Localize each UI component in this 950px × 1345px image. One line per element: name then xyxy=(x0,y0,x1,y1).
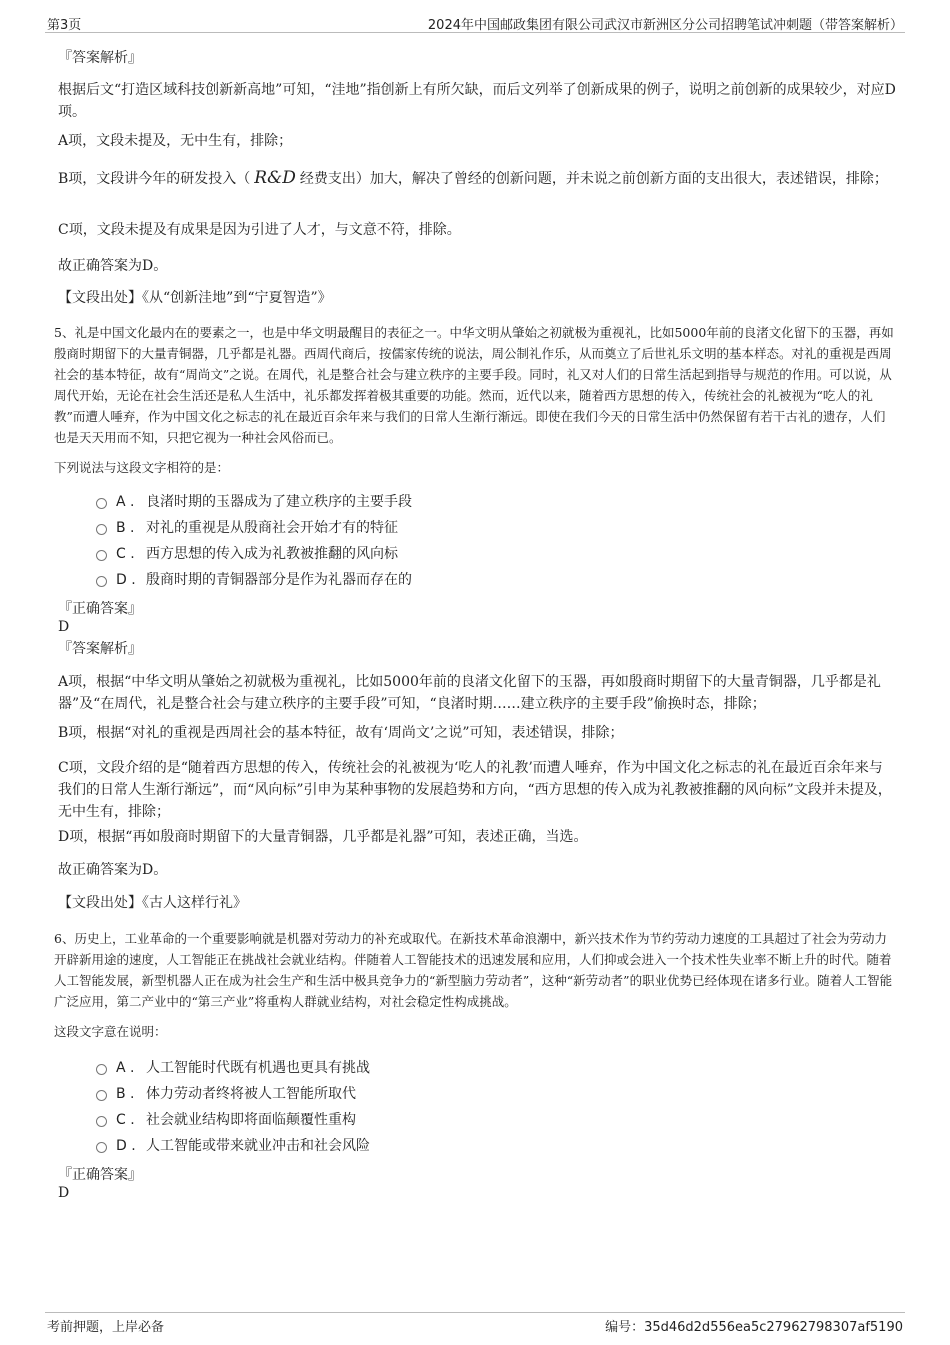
option-letter: A . xyxy=(116,494,135,510)
q4-analysis-b xyxy=(58,167,896,190)
q4-source: 【文段出处】《从“创新洼地”到“宁夏智造”》 xyxy=(58,290,332,306)
radio-icon[interactable] xyxy=(96,1142,107,1153)
option-text: 人工智能或带来就业冲击和社会风险 xyxy=(146,1138,370,1154)
radio-icon[interactable] xyxy=(96,524,107,535)
option-text: 殷商时期的青铜器部分是作为礼器而存在的 xyxy=(146,572,412,588)
q5-analysis-a: A项，根据“中华文明从肇始之初就极为重视礼，比如5000年前的良渚文化留下的玉器，再如殷商时期留下的大量青铜器，几乎都是礼器”及“在周代，礼是整合社会与建立秩序的主要手段”可知，“良渚时期……建立秩序的主要手段”偷换时态，排除； xyxy=(58,674,881,712)
option-letter: C . xyxy=(116,546,135,562)
option-letter: D . xyxy=(116,572,136,588)
radio-icon[interactable] xyxy=(96,1090,107,1101)
option-text: 西方思想的传入成为礼教被推翻的风向标 xyxy=(146,546,398,562)
q4-analysis-b-pre: B项，文段讲今年的研发投入（ xyxy=(58,171,251,187)
q5-conclusion: 故正确答案为D。 xyxy=(58,862,168,878)
q5-analysis-c: C项，文段介绍的是“随着西方思想的传入，传统社会的礼被视为‘吃人的礼教’而遭人唾弃，作为中国文化之标志的礼在最近百余年来与我们的日常人生渐行渐远”，而“风向标”引申为某种事物的发展趋势和方向，“西方思想的传入成为礼教被推翻的风向标”文段并未提及，无中生有，排除； xyxy=(58,760,892,820)
option-letter: B . xyxy=(116,1086,135,1102)
document-id: 编号：35d46d2d556ea5c27962798307af5190 xyxy=(605,1320,903,1335)
q5-answer-label: 『正确答案』 xyxy=(58,601,142,617)
q6-answer: D xyxy=(58,1185,70,1201)
q5-analysis-b: B项，根据“对礼的重视是西周社会的基本特征，故有‘周尚文’之说”可知，表述错误，排除； xyxy=(58,725,624,741)
q6-option-a[interactable] xyxy=(96,1058,370,1078)
q4-conclusion: 故正确答案为D。 xyxy=(58,258,168,274)
q5-option-d[interactable] xyxy=(96,570,412,590)
q5-source: 【文段出处】《古人这样行礼》 xyxy=(58,895,247,911)
option-text: 社会就业结构即将面临颠覆性重构 xyxy=(146,1112,356,1128)
q5-option-a[interactable] xyxy=(96,492,412,512)
q6-option-c[interactable] xyxy=(96,1110,356,1130)
option-text: 人工智能时代既有机遇也更具有挑战 xyxy=(146,1060,370,1076)
q4-analysis-intro: 根据后文“打造区域科技创新新高地”可知，“洼地”指创新上有所欠缺，而后文列举了创新成果的例子，说明之前创新的成果较少，对应D项。 xyxy=(58,82,896,120)
q5-answer: D xyxy=(58,619,70,635)
footer-slogan: 考前押题，上岸必备 xyxy=(47,1320,165,1335)
option-text: 对礼的重视是从殷商社会开始才有的特征 xyxy=(146,520,398,536)
q6-option-d[interactable] xyxy=(96,1136,370,1156)
option-text: 良渚时期的玉器成为了建立秩序的主要手段 xyxy=(146,494,412,510)
q4-analysis-b-post: 经费支出）加大，解决了曾经的创新问题，并未说之前创新方面的支出很大，表述错误，排除； xyxy=(299,171,888,187)
q5-analysis-label: 『答案解析』 xyxy=(58,641,142,657)
q5-passage: 5、礼是中国文化最内在的要素之一，也是中华文明最醒目的表征之一。中华文明从肇始之初就极为重视礼，比如5000年前的良渚文化留下的玉器，再如殷商时期留下的大量青铜器，几乎都是礼器。西周代商后，按儒家传统的说法，周公制礼作乐，从而奠立了后世礼乐文明的基本样态。对礼的重视是西周社会的基本特征，故有“周尚文”之说。在周代，礼是整合社会与建立秩序的主要手段。同时，礼又对人们的日常生活起到指导与规范的作用。可以说，从周代开始，无论在社会生活还是私人生活中，礼乐都发挥着极其重要的功能。然而，近代以来，随着西方思想的传入，传统社会的礼被视为“吃人的礼教”而遭人唾弃，作为中国文化之标志的礼在最近百余年来与我们的日常人生渐行渐远。即使在我们今天的日常生活中仍然保留有若干古礼的遗存，人们也是天天用而不知，只把它视为一种社会风俗而已。 xyxy=(54,325,894,445)
page-header xyxy=(45,14,905,33)
q4-analysis-label: 『答案解析』 xyxy=(58,50,142,66)
option-letter: A . xyxy=(116,1060,135,1076)
q5-prompt: 下列说法与这段文字相符的是： xyxy=(54,460,230,475)
radio-icon[interactable] xyxy=(96,1116,107,1127)
q5-option-c[interactable] xyxy=(96,544,398,564)
rd-formula: R&D xyxy=(254,168,296,188)
q4-analysis-a: A项，文段未提及，无中生有，排除； xyxy=(58,133,293,149)
q6-answer-label: 『正确答案』 xyxy=(58,1167,142,1183)
document-title: 2024年中国邮政集团有限公司武汉市新洲区分公司招聘笔试冲刺题（带答案解析） xyxy=(427,18,903,33)
option-letter: C . xyxy=(116,1112,135,1128)
q5-option-b[interactable] xyxy=(96,518,398,538)
q6-prompt: 这段文字意在说明： xyxy=(54,1024,167,1039)
q6-passage: 6、历史上，工业革命的一个重要影响就是机器对劳动力的补充或取代。在新技术革命浪潮中，新兴技术作为节约劳动力速度的工具超过了社会为劳动力开辟新用途的速度，人工智能正在挑战社会就业结构。伴随着人工智能技术的迅速发展和应用，人们抑或会进入一个技术性失业率不断上升的时代。随着人工智能发展，新型机器人正在成为社会生产和生活中极具竞争力的“新型脑力劳动者”，这种“新劳动者”的职业优势已经体现在诸多行业。随着人工智能广泛应用，第二产业中的“第三产业”将重构人群就业结构，对社会稳定性构成挑战。 xyxy=(54,931,893,1009)
radio-icon[interactable] xyxy=(96,498,107,509)
page-footer xyxy=(45,1312,905,1343)
option-letter: B . xyxy=(116,520,135,536)
q6-option-b[interactable] xyxy=(96,1084,356,1104)
page-number: 第3页 xyxy=(47,18,82,33)
q5-analysis-d: D项，根据“再如殷商时期留下的大量青铜器，几乎都是礼器”可知，表述正确，当选。 xyxy=(58,829,588,845)
option-letter: D . xyxy=(116,1138,136,1154)
radio-icon[interactable] xyxy=(96,550,107,561)
q4-analysis-c: C项，文段未提及有成果是因为引进了人才，与文意不符，排除。 xyxy=(58,222,461,238)
radio-icon[interactable] xyxy=(96,1064,107,1075)
option-text: 体力劳动者终将被人工智能所取代 xyxy=(146,1086,356,1102)
radio-icon[interactable] xyxy=(96,576,107,587)
